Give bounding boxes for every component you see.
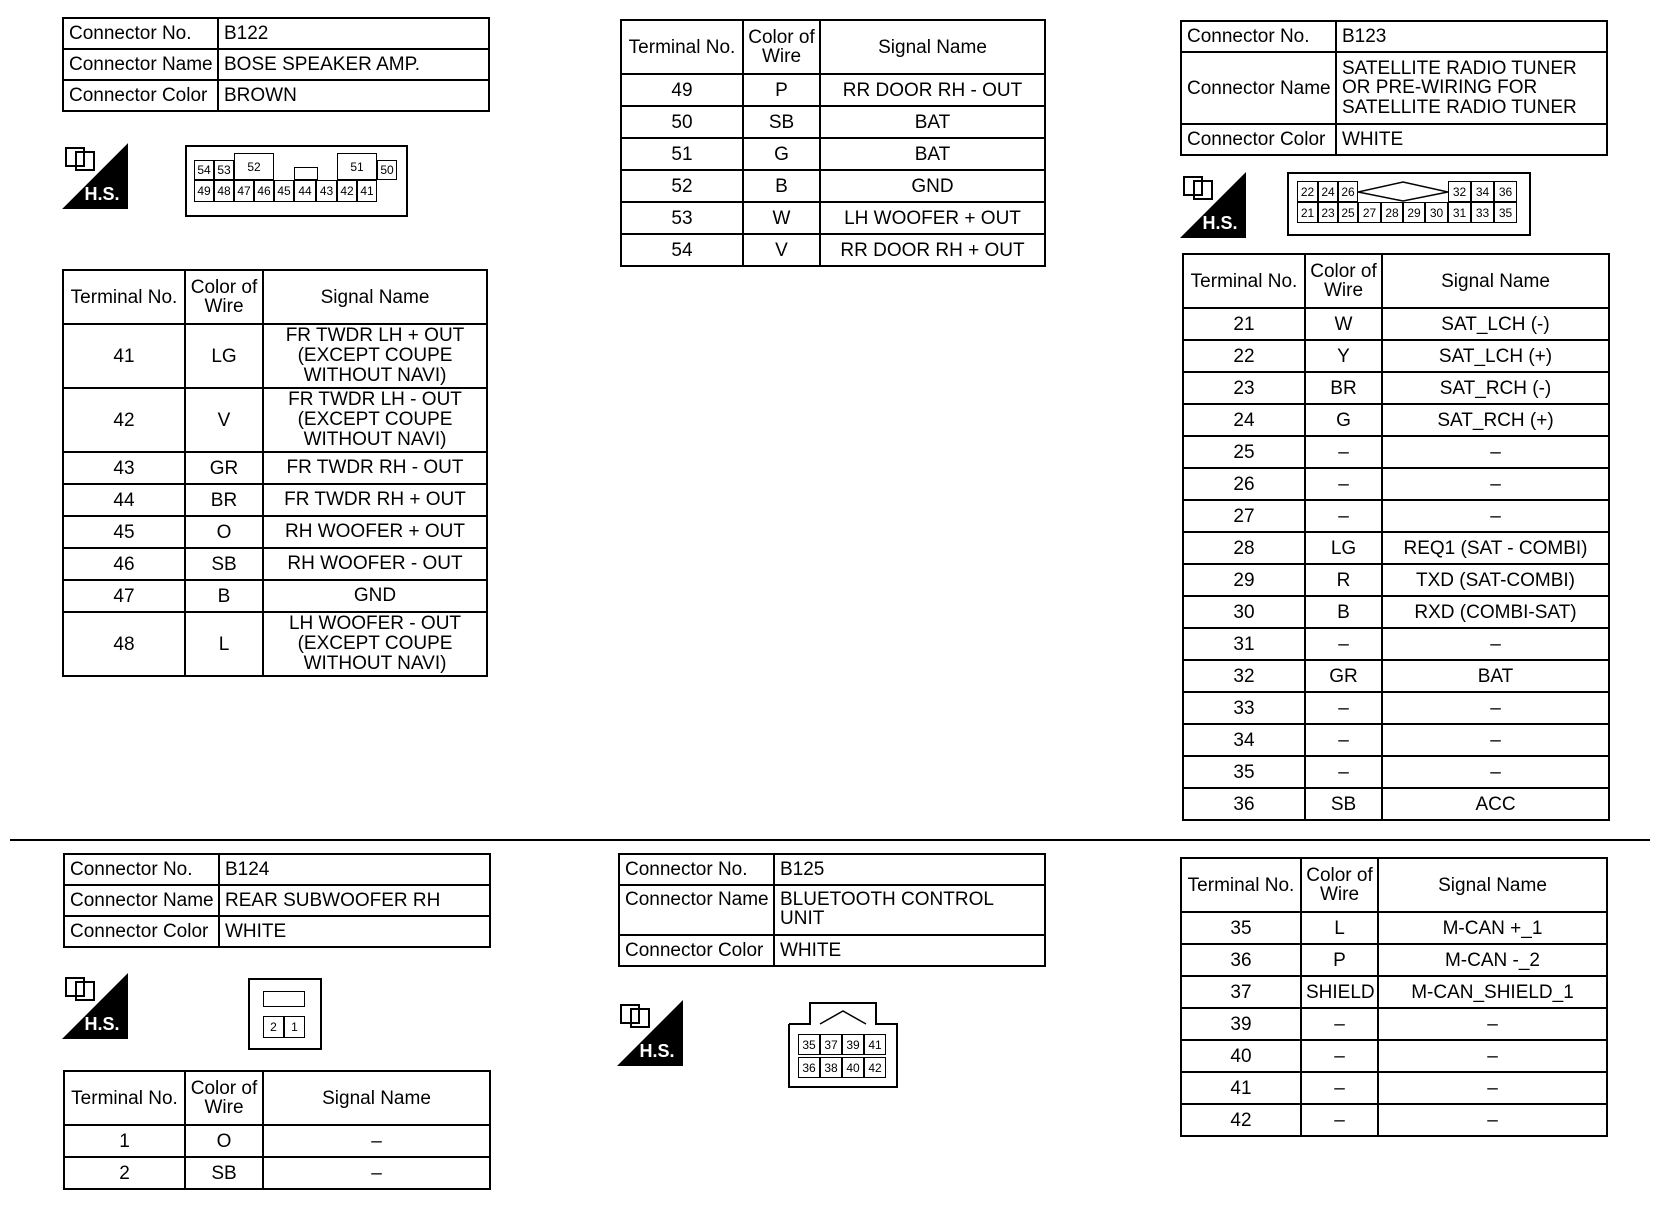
wire-color: V — [743, 234, 820, 266]
signal-name: ACC — [1382, 788, 1609, 820]
pin: 46 — [254, 180, 274, 202]
terminal-no: 1 — [64, 1125, 185, 1157]
terminal-no: 53 — [621, 202, 743, 234]
table-row — [1183, 692, 1609, 724]
signal-name: – — [1378, 1072, 1607, 1104]
pin: 30 — [1425, 202, 1448, 223]
b123-connector-diagram — [1287, 172, 1531, 236]
pin: 54 — [194, 160, 214, 180]
wire-color: – — [1301, 1040, 1378, 1072]
pin: 41 — [864, 1034, 886, 1055]
wire-color: R — [1305, 564, 1382, 596]
terminal-no: 25 — [1183, 436, 1305, 468]
table-row — [1183, 340, 1609, 372]
wire-color: Y — [1305, 340, 1382, 372]
hs-icon-b122 — [62, 143, 128, 209]
b122-connector-name: BOSE SPEAKER AMP. — [218, 49, 489, 80]
terminal-no: 21 — [1183, 308, 1305, 340]
label-connector-name: Connector Name — [1181, 52, 1336, 124]
b124-connector-color: WHITE — [219, 916, 490, 947]
section-divider — [10, 839, 1650, 841]
wire-color: GR — [185, 452, 263, 484]
pin: 44 — [294, 180, 316, 202]
table-row — [1181, 1072, 1607, 1104]
wire-color: G — [1305, 404, 1382, 436]
wire-color: SB — [1305, 788, 1382, 820]
signal-name: – — [1382, 724, 1609, 756]
signal-name: FR TWDR LH + OUT (EXCEPT COUPE WITHOUT NAVI) — [263, 324, 487, 388]
signal-name: FR TWDR LH - OUT (EXCEPT COUPE WITHOUT NAVI) — [263, 388, 487, 452]
b124-terminal-table — [63, 1070, 491, 1190]
terminal-no: 28 — [1183, 532, 1305, 564]
table-row — [63, 580, 487, 612]
b124-info-table — [63, 853, 491, 948]
pin: 35 — [798, 1034, 820, 1055]
b125-connector-name: BLUETOOTH CONTROL UNIT — [774, 885, 1045, 935]
signal-name: RH WOOFER + OUT — [263, 516, 487, 548]
terminal-no: 45 — [63, 516, 185, 548]
pin: 39 — [842, 1034, 864, 1055]
signal-name: – — [1378, 1008, 1607, 1040]
terminal-no: 46 — [63, 548, 185, 580]
pin: 41 — [357, 180, 377, 202]
wire-color: P — [743, 74, 820, 106]
label-connector-color: Connector Color — [619, 935, 774, 966]
wire-color: BR — [185, 484, 263, 516]
wire-color: BR — [1305, 372, 1382, 404]
pin: 28 — [1381, 202, 1403, 223]
pin: 26 — [1338, 181, 1358, 202]
b124-connector-no: B124 — [219, 854, 490, 885]
hs-label: H.S. — [84, 1014, 120, 1034]
signal-name: GND — [820, 170, 1045, 202]
signal-name: M-CAN +_1 — [1378, 912, 1607, 944]
b125-connector-diagram — [788, 1002, 898, 1088]
table-row — [1183, 596, 1609, 628]
table-row — [1183, 628, 1609, 660]
header-terminal-no: Terminal No. — [621, 20, 743, 74]
terminal-no: 27 — [1183, 500, 1305, 532]
b124-connector-diagram — [248, 978, 322, 1050]
wire-color: W — [743, 202, 820, 234]
wire-color: LG — [1305, 532, 1382, 564]
hs-icon-b125 — [617, 1000, 683, 1066]
label-connector-name: Connector Name — [64, 885, 219, 916]
terminal-no: 22 — [1183, 340, 1305, 372]
wire-color: P — [1301, 944, 1378, 976]
wire-color: – — [1305, 436, 1382, 468]
table-row — [1183, 660, 1609, 692]
table-row — [1183, 756, 1609, 788]
header-signal-name: Signal Name — [1382, 254, 1609, 308]
signal-name: FR TWDR RH - OUT — [263, 452, 487, 484]
pin: 27 — [1358, 202, 1381, 223]
pin: 42 — [337, 180, 357, 202]
b122-connector-color: BROWN — [218, 80, 489, 111]
wire-color: B — [743, 170, 820, 202]
terminal-no: 24 — [1183, 404, 1305, 436]
signal-name: M-CAN -_2 — [1378, 944, 1607, 976]
terminal-no: 42 — [1181, 1104, 1301, 1136]
table-row — [1183, 404, 1609, 436]
terminal-no: 35 — [1181, 912, 1301, 944]
hs-icon-b124 — [62, 973, 128, 1039]
table-row — [621, 138, 1045, 170]
signal-name: SAT_LCH (-) — [1382, 308, 1609, 340]
pin: 50 — [377, 160, 397, 180]
signal-name: BAT — [1382, 660, 1609, 692]
header-terminal-no: Terminal No. — [1183, 254, 1305, 308]
pin: 52 — [234, 153, 274, 180]
table-row — [1181, 1040, 1607, 1072]
b122-connector-no: B122 — [218, 18, 489, 49]
terminal-no: 40 — [1181, 1040, 1301, 1072]
table-row — [64, 1157, 490, 1189]
pin: 45 — [274, 180, 294, 202]
wire-color: LG — [185, 324, 263, 388]
wire-color: G — [743, 138, 820, 170]
wire-color: – — [1305, 756, 1382, 788]
pin: 34 — [1471, 181, 1494, 202]
signal-name: SAT_RCH (+) — [1382, 404, 1609, 436]
hs-label: H.S. — [639, 1041, 675, 1061]
terminal-no: 37 — [1181, 976, 1301, 1008]
pin: 40 — [842, 1057, 864, 1078]
pin: 38 — [820, 1057, 842, 1078]
pin: 51 — [337, 153, 377, 180]
pin: 25 — [1338, 202, 1358, 223]
b123-info-table — [1180, 20, 1608, 156]
table-row — [1181, 1104, 1607, 1136]
wire-color: O — [185, 516, 263, 548]
label-connector-name: Connector Name — [619, 885, 774, 935]
pin: 47 — [234, 180, 254, 202]
wire-color: L — [1301, 912, 1378, 944]
table-row — [1183, 436, 1609, 468]
signal-name: SAT_RCH (-) — [1382, 372, 1609, 404]
hs-label: H.S. — [84, 184, 120, 204]
terminal-no: 2 — [64, 1157, 185, 1189]
b122-connector-diagram — [185, 145, 408, 217]
hs-icon-b123 — [1180, 172, 1246, 238]
signal-name: LH WOOFER + OUT — [820, 202, 1045, 234]
table-row — [1183, 500, 1609, 532]
wire-color: O — [185, 1125, 263, 1157]
label-connector-no: Connector No. — [64, 854, 219, 885]
label-connector-name: Connector Name — [63, 49, 218, 80]
wire-color: – — [1305, 692, 1382, 724]
wire-color: – — [1305, 724, 1382, 756]
terminal-no: 49 — [621, 74, 743, 106]
table-row — [1181, 944, 1607, 976]
b124-connector-name: REAR SUBWOOFER RH — [219, 885, 490, 916]
table-row — [621, 106, 1045, 138]
signal-name: RXD (COMBI-SAT) — [1382, 596, 1609, 628]
table-row — [621, 74, 1045, 106]
header-signal-name: Signal Name — [263, 1071, 490, 1125]
wire-color: SB — [185, 548, 263, 580]
table-row — [63, 612, 487, 676]
label-connector-no: Connector No. — [63, 18, 218, 49]
b122-terminal-table — [62, 269, 488, 677]
terminal-no: 47 — [63, 580, 185, 612]
terminal-no: 34 — [1183, 724, 1305, 756]
header-terminal-no: Terminal No. — [64, 1071, 185, 1125]
signal-name: – — [1382, 756, 1609, 788]
wire-color: B — [1305, 596, 1382, 628]
terminal-no: 35 — [1183, 756, 1305, 788]
b123-terminal-table — [1182, 253, 1610, 821]
terminal-no: 33 — [1183, 692, 1305, 724]
wire-color: GR — [1305, 660, 1382, 692]
b123-connector-name: SATELLITE RADIO TUNER OR PRE-WIRING FOR SATELLITE RADIO TUNER — [1336, 52, 1607, 124]
pin: 1 — [284, 1016, 305, 1038]
signal-name: – — [1382, 692, 1609, 724]
terminal-no: 23 — [1183, 372, 1305, 404]
b123-connector-no: B123 — [1336, 21, 1607, 52]
b125-rows — [1181, 912, 1607, 1136]
terminal-no: 29 — [1183, 564, 1305, 596]
pin: 48 — [214, 180, 234, 202]
header-color-of-wire: Color of Wire — [1301, 858, 1378, 912]
wire-color: SB — [185, 1157, 263, 1189]
table-row — [1181, 1008, 1607, 1040]
header-signal-name: Signal Name — [820, 20, 1045, 74]
signal-name: – — [263, 1157, 490, 1189]
table-row — [63, 516, 487, 548]
table-row — [1183, 564, 1609, 596]
latch — [263, 991, 305, 1007]
table-row — [63, 452, 487, 484]
header-terminal-no: Terminal No. — [1181, 858, 1301, 912]
signal-name: – — [1382, 468, 1609, 500]
table-row — [1183, 468, 1609, 500]
b125-connector-no: B125 — [774, 854, 1045, 885]
terminal-no: 43 — [63, 452, 185, 484]
pin: 42 — [864, 1057, 886, 1078]
pin: 53 — [214, 160, 234, 180]
header-color-of-wire: Color of Wire — [185, 1071, 263, 1125]
signal-name: – — [1378, 1104, 1607, 1136]
pin: 36 — [1494, 181, 1517, 202]
wire-color: – — [1301, 1104, 1378, 1136]
table-row — [621, 170, 1045, 202]
pin: 36 — [798, 1057, 820, 1078]
b125-connector-color: WHITE — [774, 935, 1045, 966]
terminal-no: 48 — [63, 612, 185, 676]
signal-name: – — [1382, 500, 1609, 532]
terminal-no: 39 — [1181, 1008, 1301, 1040]
table-row — [64, 1125, 490, 1157]
signal-name: RR DOOR RH + OUT — [820, 234, 1045, 266]
terminal-no: 42 — [63, 388, 185, 452]
signal-name: RR DOOR RH - OUT — [820, 74, 1045, 106]
signal-name: GND — [263, 580, 487, 612]
pin: 22 — [1297, 181, 1318, 202]
terminal-no: 36 — [1181, 944, 1301, 976]
b122-terminal-table-2 — [620, 19, 1046, 267]
header-signal-name: Signal Name — [1378, 858, 1607, 912]
terminal-no: 32 — [1183, 660, 1305, 692]
signal-name: REQ1 (SAT - COMBI) — [1382, 532, 1609, 564]
terminal-no: 50 — [621, 106, 743, 138]
header-color-of-wire: Color of Wire — [1305, 254, 1382, 308]
pin: 35 — [1494, 202, 1517, 223]
terminal-no: 51 — [621, 138, 743, 170]
pin: 2 — [263, 1016, 284, 1038]
label-connector-no: Connector No. — [619, 854, 774, 885]
wire-color: SB — [743, 106, 820, 138]
pin: 43 — [316, 180, 337, 202]
terminal-no: 52 — [621, 170, 743, 202]
wire-color: V — [185, 388, 263, 452]
terminal-no: 41 — [63, 324, 185, 388]
hs-label: H.S. — [1202, 213, 1238, 233]
table-row — [621, 234, 1045, 266]
pin: 37 — [820, 1034, 842, 1055]
terminal-no: 31 — [1183, 628, 1305, 660]
table-row — [63, 548, 487, 580]
pin: 23 — [1318, 202, 1338, 223]
signal-name: – — [1382, 628, 1609, 660]
terminal-no: 41 — [1181, 1072, 1301, 1104]
b123-connector-color: WHITE — [1336, 124, 1607, 155]
header-color-of-wire: Color of Wire — [185, 270, 263, 324]
b122-info-table — [62, 17, 490, 112]
header-terminal-no: Terminal No. — [63, 270, 185, 324]
wire-color: – — [1305, 500, 1382, 532]
signal-name: – — [263, 1125, 490, 1157]
terminal-no: 44 — [63, 484, 185, 516]
table-row — [1181, 976, 1607, 1008]
table-row — [1183, 724, 1609, 756]
label-connector-color: Connector Color — [63, 80, 218, 111]
table-row — [1181, 912, 1607, 944]
wire-color: – — [1305, 628, 1382, 660]
signal-name: M-CAN_SHIELD_1 — [1378, 976, 1607, 1008]
signal-name: BAT — [820, 106, 1045, 138]
wire-color: SHIELD — [1301, 976, 1378, 1008]
table-row — [1183, 372, 1609, 404]
terminal-no: 30 — [1183, 596, 1305, 628]
terminal-no: 36 — [1183, 788, 1305, 820]
table-row — [63, 324, 487, 388]
table-row — [1183, 308, 1609, 340]
signal-name: – — [1382, 436, 1609, 468]
b123-rows — [1183, 308, 1609, 820]
b125-terminal-table — [1180, 857, 1608, 1137]
pin — [294, 167, 318, 180]
table-row — [1183, 788, 1609, 820]
terminal-no: 54 — [621, 234, 743, 266]
signal-name: RH WOOFER - OUT — [263, 548, 487, 580]
label-connector-color: Connector Color — [64, 916, 219, 947]
table-row — [63, 484, 487, 516]
table-row — [1183, 532, 1609, 564]
key-shape — [1358, 181, 1448, 202]
signal-name: BAT — [820, 138, 1045, 170]
wire-color: – — [1305, 468, 1382, 500]
signal-name: FR TWDR RH + OUT — [263, 484, 487, 516]
pin: 21 — [1297, 202, 1318, 223]
wire-color: L — [185, 612, 263, 676]
terminal-no: 26 — [1183, 468, 1305, 500]
pin: 49 — [194, 180, 214, 202]
pin: 24 — [1318, 181, 1338, 202]
wire-color: B — [185, 580, 263, 612]
label-connector-color: Connector Color — [1181, 124, 1336, 155]
b125-info-table — [618, 853, 1046, 967]
signal-name: TXD (SAT-COMBI) — [1382, 564, 1609, 596]
wire-color: – — [1301, 1008, 1378, 1040]
signal-name: LH WOOFER - OUT (EXCEPT COUPE WITHOUT NAVI) — [263, 612, 487, 676]
pin: 29 — [1403, 202, 1425, 223]
wire-color: – — [1301, 1072, 1378, 1104]
signal-name: – — [1378, 1040, 1607, 1072]
label-connector-no: Connector No. — [1181, 21, 1336, 52]
pin: 32 — [1448, 181, 1471, 202]
header-signal-name: Signal Name — [263, 270, 487, 324]
signal-name: SAT_LCH (+) — [1382, 340, 1609, 372]
table-row — [621, 202, 1045, 234]
table-row — [63, 388, 487, 452]
pin: 33 — [1471, 202, 1494, 223]
wire-color: W — [1305, 308, 1382, 340]
header-color-of-wire: Color of Wire — [743, 20, 820, 74]
pin: 31 — [1448, 202, 1471, 223]
